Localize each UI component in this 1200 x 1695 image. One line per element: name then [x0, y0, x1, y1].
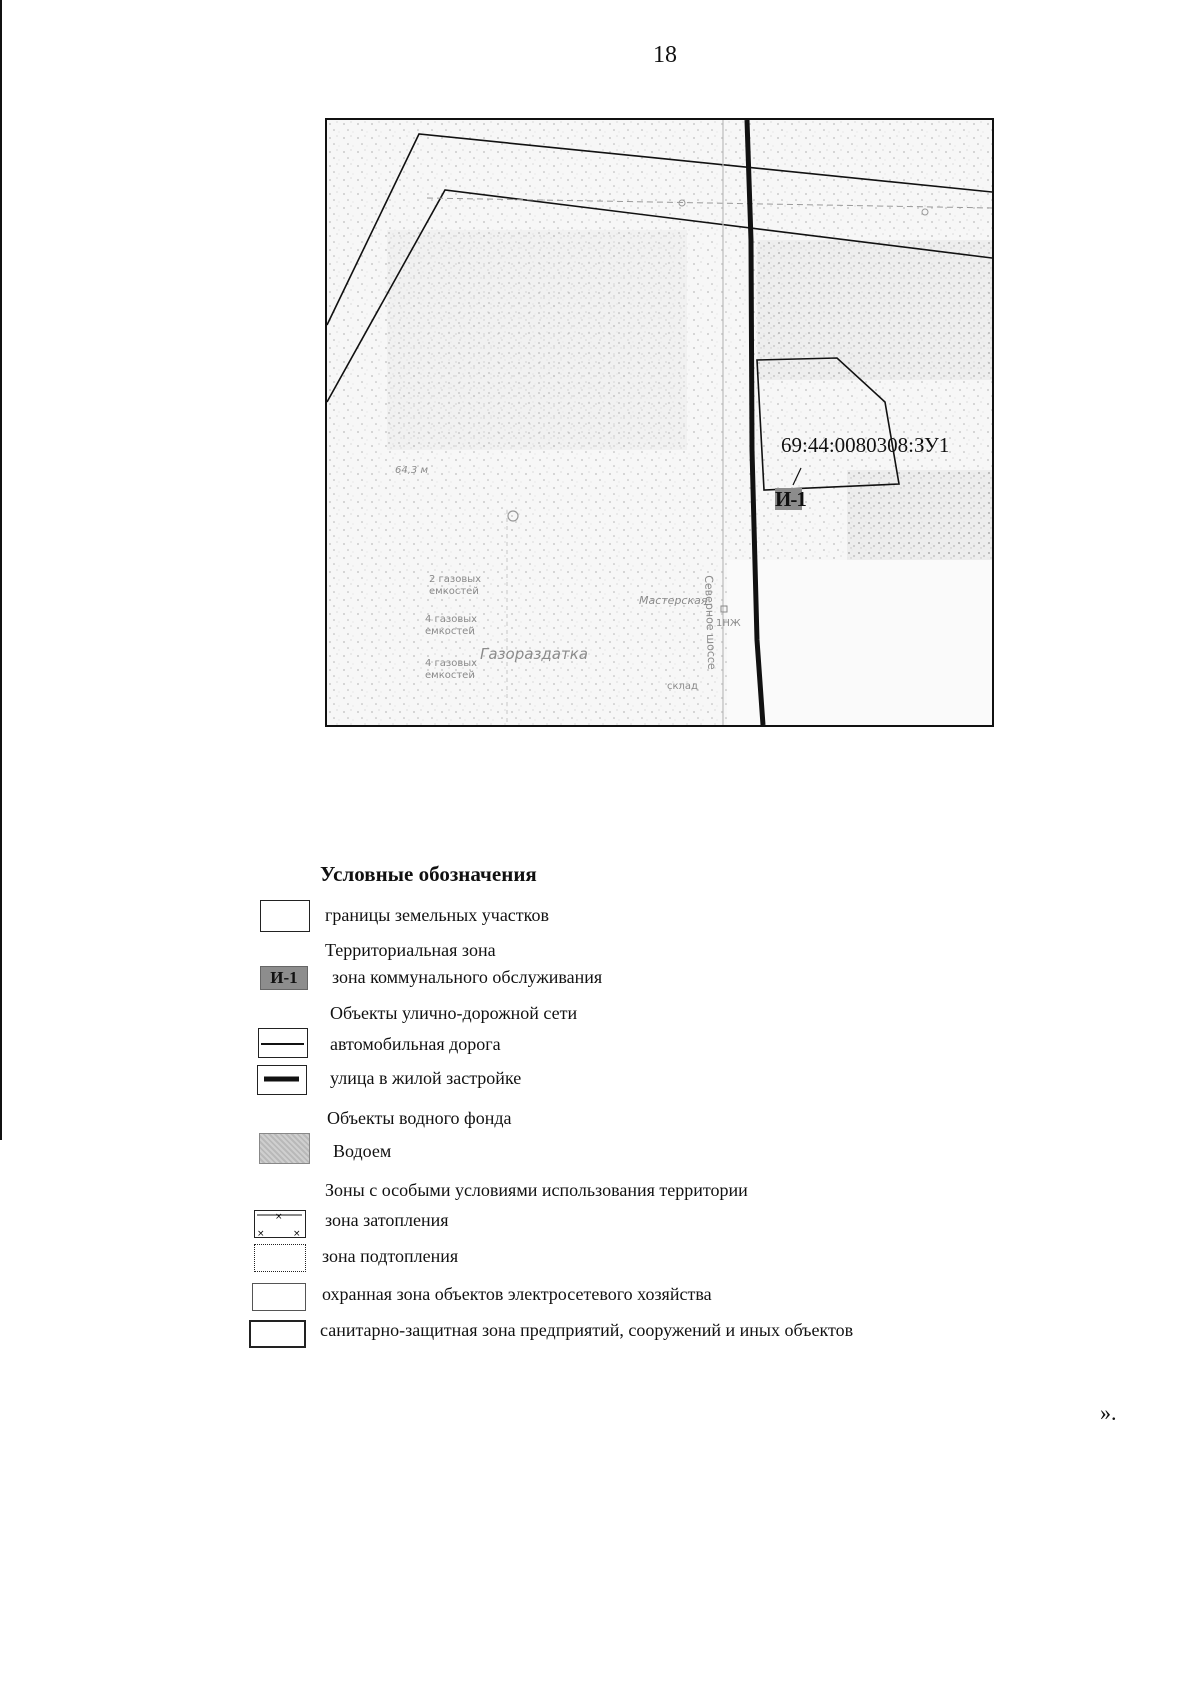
map-frame [325, 118, 994, 727]
legend-label-sanitary-zone: санитарно-защитная зона предприятий, сооружений и иных объектов [320, 1320, 854, 1340]
legend-title: Условные обозначения [320, 862, 537, 886]
map-label-road: Северное шоссе [702, 575, 719, 670]
legend-header-roads: Объекты улично-дорожной сети [330, 1003, 578, 1023]
legend-symbol-sanitary-zone [249, 1320, 306, 1348]
map-label-gas-station: Газораздатка [480, 645, 588, 663]
map-label-workshop: Мастерская [639, 594, 708, 607]
map-label-elevation: 64,3 м [395, 465, 428, 476]
svg-text:×: × [257, 1229, 265, 1236]
svg-text:×: × [293, 1229, 301, 1236]
map-label-tanks-2: 2 газовых емкостей [429, 574, 482, 597]
page-edge [0, 0, 2, 1140]
legend-header-special-zones: Зоны с особыми условиями использования территории [325, 1180, 748, 1200]
legend-header-territorial-zone: Территориальная зона [325, 940, 496, 960]
map-label-tanks-4a: 4 газовых емкостей [425, 614, 478, 637]
closing-quote: ». [1100, 1400, 1117, 1425]
svg-text:×: × [275, 1212, 283, 1222]
page-number: 18 [653, 42, 677, 68]
legend-symbol-power-zone [252, 1283, 306, 1311]
legend-symbol-residential-street [257, 1065, 307, 1095]
zone-label-i1: И-1 [775, 487, 806, 511]
map-label-warehouse: склад [667, 681, 698, 692]
legend-symbol-water-body [259, 1133, 310, 1164]
legend-label-highway: автомобильная дорога [330, 1034, 501, 1054]
legend-header-water: Объекты водного фонда [327, 1108, 512, 1128]
legend-symbol-highway [258, 1028, 308, 1058]
legend-label-underflood-zone: зона подтопления [322, 1246, 459, 1266]
legend-symbol-land-plot [260, 900, 310, 932]
legend-label-land-plot: границы земельных участков [325, 905, 549, 925]
legend-label-power-zone: охранная зона объектов электросетевого хозяйства [322, 1284, 712, 1304]
map-label-tanks-4b: 4 газовых емкостей [425, 658, 478, 681]
parcel-cadastral-number: 69:44:0080308:ЗУ1 [781, 433, 950, 457]
legend-label-residential-street: улица в жилой застройке [330, 1068, 522, 1088]
legend-label-water-body: Водоем [333, 1141, 392, 1161]
legend-label-flood-zone: зона затопления [325, 1210, 449, 1230]
flood-zone-icon [255, 1211, 304, 1236]
highway-line-icon [259, 1029, 306, 1056]
legend-symbol-zone-i1: И-1 [260, 966, 308, 990]
map-label-nzh: 1НЖ [716, 618, 741, 629]
street-line-icon [258, 1066, 305, 1093]
legend-symbol-flood-zone [254, 1210, 306, 1238]
legend-symbol-underflood-zone [254, 1244, 306, 1272]
legend-label-zone-communal: зона коммунального обслуживания [332, 967, 603, 987]
